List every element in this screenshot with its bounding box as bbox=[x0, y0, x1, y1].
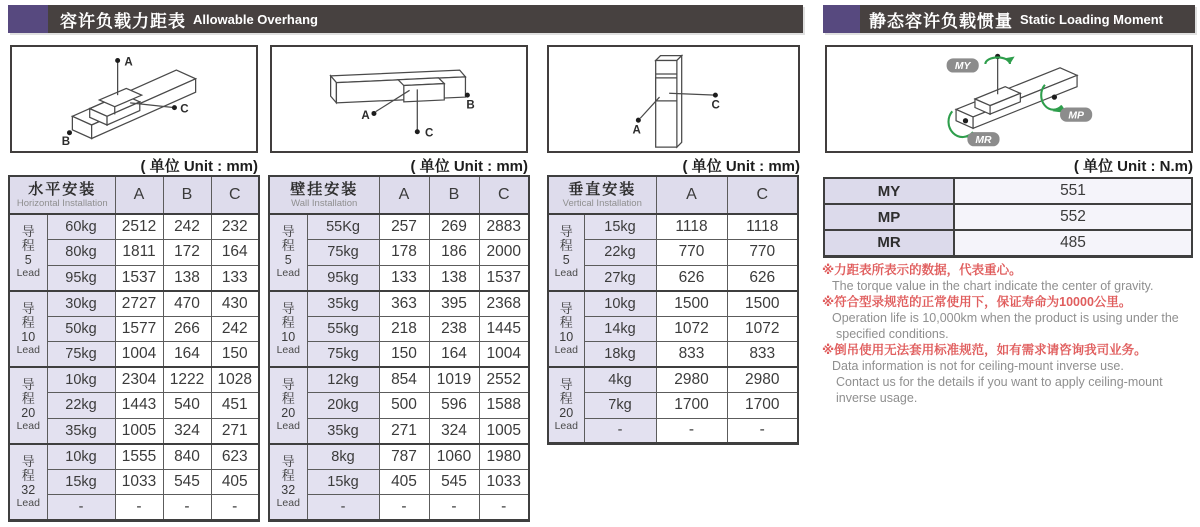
lead-zh-char: 导 bbox=[281, 300, 295, 316]
unit-label-mm: ( 单位 Unit : mm) bbox=[682, 158, 800, 175]
section-header-static-loading-moment bbox=[823, 5, 1195, 33]
value-cell: 164 bbox=[163, 342, 211, 368]
weight-cell: 55Kg bbox=[307, 214, 379, 240]
value-cell: 164 bbox=[429, 342, 479, 368]
note-en-line: inverse usage. bbox=[836, 391, 918, 405]
lead-zh-char: 导 bbox=[281, 377, 295, 393]
diagram-vertical-installation bbox=[547, 45, 800, 153]
value-cell: 500 bbox=[379, 393, 429, 419]
lead-cell bbox=[9, 367, 47, 444]
lead-cell bbox=[269, 214, 307, 291]
lead-en: Lead bbox=[276, 343, 300, 356]
lead-number: 10 bbox=[21, 329, 36, 344]
lead-zh-char: 程 bbox=[21, 467, 35, 483]
weight-cell: - bbox=[584, 418, 656, 444]
note-en-line: The torque value in the chart indicate the center of gravity. bbox=[832, 279, 1154, 293]
lead-en: Lead bbox=[554, 343, 578, 356]
value-cell: 1980 bbox=[479, 444, 529, 470]
value-cell: 1500 bbox=[727, 291, 798, 317]
lead-zh-char: 导 bbox=[21, 300, 35, 316]
table-row bbox=[9, 214, 259, 240]
note-zh-line: ※力距表所表示的数据，代表重心。 bbox=[822, 263, 1022, 277]
diagram-wall-installation bbox=[270, 45, 528, 153]
value-cell: 1555 bbox=[115, 444, 163, 470]
horizontal-installation-table bbox=[8, 175, 260, 522]
unit-label-nm: ( 单位 Unit : N.m) bbox=[1073, 158, 1193, 175]
value-cell: 133 bbox=[379, 265, 429, 291]
weight-cell: 10kg bbox=[47, 444, 115, 470]
label-c: C bbox=[711, 99, 720, 112]
note-en-line: specified conditions. bbox=[836, 327, 949, 341]
moment-value-cell: 552 bbox=[954, 204, 1192, 230]
moment-label-cell: MR bbox=[824, 230, 954, 256]
column-header: C bbox=[479, 176, 529, 214]
value-cell: 1700 bbox=[656, 393, 727, 419]
lead-zh-char: 程 bbox=[559, 314, 573, 330]
column-header: A bbox=[115, 176, 163, 214]
value-cell: 1222 bbox=[163, 367, 211, 393]
moment-value-cell: 551 bbox=[954, 178, 1192, 204]
header-accent-square bbox=[8, 5, 48, 33]
lead-number: 20 bbox=[281, 406, 296, 421]
value-cell: 1588 bbox=[479, 393, 529, 419]
value-cell: 164 bbox=[211, 240, 259, 266]
value-cell: 269 bbox=[429, 214, 479, 240]
label-c: C bbox=[425, 127, 434, 140]
lead-en: Lead bbox=[16, 343, 40, 356]
column-header: B bbox=[163, 176, 211, 214]
moment-label-cell: MY bbox=[824, 178, 954, 204]
install-type-zh: 水平安装 bbox=[28, 181, 97, 198]
weight-cell: - bbox=[47, 495, 115, 521]
weight-cell: 80kg bbox=[47, 240, 115, 266]
vertical-actuator-drawing bbox=[549, 47, 798, 151]
column-header: A bbox=[656, 176, 727, 214]
value-cell: 787 bbox=[379, 444, 429, 470]
value-cell: 626 bbox=[727, 265, 798, 291]
moment-value-cell: 485 bbox=[954, 230, 1192, 256]
weight-cell: 95kg bbox=[307, 265, 379, 291]
table-row bbox=[9, 367, 259, 393]
value-cell: 854 bbox=[379, 367, 429, 393]
value-cell: 1072 bbox=[727, 316, 798, 342]
lead-en: Lead bbox=[276, 267, 300, 280]
moment-label-cell: MP bbox=[824, 204, 954, 230]
weight-cell: 15kg bbox=[307, 469, 379, 495]
lead-zh-char: 导 bbox=[21, 377, 35, 393]
value-cell: 1500 bbox=[656, 291, 727, 317]
lead-zh-char: 程 bbox=[21, 314, 35, 330]
weight-cell: 27kg bbox=[584, 265, 656, 291]
weight-cell: 10kg bbox=[584, 291, 656, 317]
table-row bbox=[548, 316, 798, 342]
column-header: A bbox=[379, 176, 429, 214]
lead-zh-char: 导 bbox=[21, 453, 35, 469]
value-cell: - bbox=[163, 495, 211, 521]
value-cell: 596 bbox=[429, 393, 479, 419]
lead-zh-char: 导 bbox=[559, 377, 573, 392]
value-cell: 626 bbox=[656, 265, 727, 291]
value-cell: 1700 bbox=[727, 393, 798, 419]
lead-zh-char: 导 bbox=[559, 300, 573, 316]
value-cell: 2980 bbox=[656, 367, 727, 393]
lead-cell bbox=[9, 444, 47, 521]
table-row bbox=[9, 240, 259, 266]
value-cell: 395 bbox=[429, 291, 479, 317]
lead-number: 10 bbox=[559, 329, 574, 344]
table-row bbox=[548, 214, 798, 240]
weight-cell: 12kg bbox=[307, 367, 379, 393]
lead-zh-char: 程 bbox=[281, 391, 295, 407]
lead-number: 32 bbox=[21, 482, 36, 497]
lead-zh-char: 程 bbox=[21, 391, 35, 407]
table-row bbox=[9, 342, 259, 368]
value-cell: - bbox=[115, 495, 163, 521]
weight-cell: 35kg bbox=[307, 418, 379, 444]
table-row bbox=[548, 418, 798, 444]
lead-zh-char: 程 bbox=[281, 467, 295, 483]
lead-en: Lead bbox=[554, 420, 578, 432]
lead-zh-char: 导 bbox=[281, 224, 295, 240]
value-cell: 2552 bbox=[479, 367, 529, 393]
value-cell: 770 bbox=[727, 240, 798, 266]
install-type-zh: 壁挂安装 bbox=[290, 181, 359, 198]
lead-number: 32 bbox=[281, 482, 296, 497]
section-title-zh: 容许负载力距表 bbox=[60, 11, 186, 31]
value-cell: 1004 bbox=[115, 342, 163, 368]
install-type-zh: 垂直安装 bbox=[568, 181, 637, 198]
table-row bbox=[9, 291, 259, 317]
value-cell: 623 bbox=[211, 444, 259, 470]
weight-cell: 8kg bbox=[307, 444, 379, 470]
value-cell: 178 bbox=[379, 240, 429, 266]
value-cell: 2368 bbox=[479, 291, 529, 317]
vertical-installation-table bbox=[547, 175, 799, 445]
lead-en: Lead bbox=[276, 420, 300, 433]
lead-zh-char: 导 bbox=[281, 453, 295, 469]
lead-cell bbox=[9, 214, 47, 291]
lead-cell bbox=[269, 291, 307, 368]
table-row bbox=[548, 393, 798, 419]
value-cell: 1005 bbox=[479, 418, 529, 444]
table-row bbox=[269, 444, 529, 470]
value-cell: 218 bbox=[379, 316, 429, 342]
lead-zh-char: 程 bbox=[559, 391, 573, 406]
wall-installation-table bbox=[268, 175, 530, 522]
label-a: A bbox=[632, 124, 641, 137]
lead-number: 20 bbox=[21, 406, 36, 421]
section-header-allowable-overhang bbox=[8, 5, 803, 33]
table-header-row bbox=[269, 176, 529, 214]
table-row bbox=[269, 240, 529, 266]
weight-cell: 60kg bbox=[47, 214, 115, 240]
weight-cell: 50kg bbox=[47, 316, 115, 342]
table-row bbox=[548, 240, 798, 266]
moment-row bbox=[824, 178, 1192, 204]
value-cell: 1060 bbox=[429, 444, 479, 470]
lead-en: Lead bbox=[16, 420, 40, 433]
lead-zh-char: 程 bbox=[281, 314, 295, 330]
lead-cell bbox=[548, 291, 584, 368]
lead-number: 5 bbox=[562, 253, 570, 268]
value-cell: 266 bbox=[163, 316, 211, 342]
value-cell: 133 bbox=[211, 265, 259, 291]
column-header: B bbox=[429, 176, 479, 214]
table-row bbox=[9, 418, 259, 444]
value-cell: 470 bbox=[163, 291, 211, 317]
table-row bbox=[269, 291, 529, 317]
lead-zh-char: 程 bbox=[559, 238, 573, 254]
value-cell: - bbox=[479, 495, 529, 521]
value-cell: 1811 bbox=[115, 240, 163, 266]
table-row bbox=[548, 342, 798, 368]
value-cell: 271 bbox=[379, 418, 429, 444]
value-cell: 430 bbox=[211, 291, 259, 317]
lead-number: 5 bbox=[284, 253, 292, 268]
value-cell: 186 bbox=[429, 240, 479, 266]
value-cell: 2512 bbox=[115, 214, 163, 240]
weight-cell: 55kg bbox=[307, 316, 379, 342]
lead-zh-char: 程 bbox=[21, 238, 35, 254]
lead-en: Lead bbox=[16, 496, 40, 509]
value-cell: 545 bbox=[429, 469, 479, 495]
value-cell: 1537 bbox=[115, 265, 163, 291]
lead-number: 10 bbox=[281, 329, 296, 344]
label-b: B bbox=[466, 99, 475, 112]
table-row bbox=[548, 291, 798, 317]
install-type-en: Wall Installation bbox=[291, 198, 358, 209]
weight-cell: 75kg bbox=[307, 240, 379, 266]
note-en-line: Contact us for the details if you want to apply ceiling-mount bbox=[836, 375, 1163, 389]
weight-cell: 15kg bbox=[47, 469, 115, 495]
table-row bbox=[9, 393, 259, 419]
value-cell: 2000 bbox=[479, 240, 529, 266]
weight-cell: 95kg bbox=[47, 265, 115, 291]
label-mr: MR bbox=[975, 134, 992, 146]
value-cell: 405 bbox=[379, 469, 429, 495]
table-header-row bbox=[9, 176, 259, 214]
lead-cell bbox=[548, 367, 584, 444]
horizontal-actuator-drawing bbox=[12, 47, 256, 151]
value-cell: - bbox=[656, 418, 727, 444]
value-cell: 150 bbox=[379, 342, 429, 368]
weight-cell: 10kg bbox=[47, 367, 115, 393]
value-cell: 232 bbox=[211, 214, 259, 240]
label-a: A bbox=[124, 56, 133, 69]
label-mp: MP bbox=[1068, 110, 1084, 122]
weight-cell: - bbox=[307, 495, 379, 521]
value-cell: 242 bbox=[163, 214, 211, 240]
value-cell: 363 bbox=[379, 291, 429, 317]
value-cell: 138 bbox=[429, 265, 479, 291]
weight-cell: 22kg bbox=[584, 240, 656, 266]
value-cell: 405 bbox=[211, 469, 259, 495]
lead-zh-char: 导 bbox=[21, 224, 35, 240]
table-row bbox=[9, 316, 259, 342]
install-type-header bbox=[548, 176, 656, 214]
table-row bbox=[548, 265, 798, 291]
value-cell: 840 bbox=[163, 444, 211, 470]
value-cell: 271 bbox=[211, 418, 259, 444]
moment-row bbox=[824, 204, 1192, 230]
value-cell: 545 bbox=[163, 469, 211, 495]
value-cell: 1577 bbox=[115, 316, 163, 342]
value-cell: - bbox=[727, 418, 798, 444]
table-row bbox=[269, 418, 529, 444]
value-cell: 1445 bbox=[479, 316, 529, 342]
lead-en: Lead bbox=[554, 267, 578, 280]
lead-number: 20 bbox=[559, 406, 574, 420]
column-header: C bbox=[211, 176, 259, 214]
wall-actuator-drawing bbox=[272, 47, 526, 151]
unit-label-mm: ( 单位 Unit : mm) bbox=[140, 158, 258, 175]
value-cell: - bbox=[211, 495, 259, 521]
value-cell: 1033 bbox=[479, 469, 529, 495]
weight-cell: 14kg bbox=[584, 316, 656, 342]
lead-en: Lead bbox=[276, 496, 300, 509]
value-cell: 1028 bbox=[211, 367, 259, 393]
value-cell: 2727 bbox=[115, 291, 163, 317]
value-cell: 833 bbox=[727, 342, 798, 368]
install-type-en: Horizontal Installation bbox=[16, 198, 108, 209]
value-cell: 770 bbox=[656, 240, 727, 266]
notes-block bbox=[822, 262, 1200, 406]
table-row bbox=[9, 495, 259, 521]
header-accent-square bbox=[823, 5, 860, 33]
weight-cell: 35kg bbox=[47, 418, 115, 444]
value-cell: 1443 bbox=[115, 393, 163, 419]
section-title-en: Static Loading Moment bbox=[1020, 11, 1163, 27]
table-row bbox=[9, 469, 259, 495]
label-my: MY bbox=[954, 61, 971, 73]
lead-en: Lead bbox=[16, 267, 40, 280]
lead-zh-char: 导 bbox=[559, 224, 573, 240]
value-cell: 1005 bbox=[115, 418, 163, 444]
weight-cell: 18kg bbox=[584, 342, 656, 368]
table-row bbox=[269, 495, 529, 521]
table-row bbox=[269, 469, 529, 495]
lead-cell bbox=[548, 214, 584, 291]
value-cell: 324 bbox=[163, 418, 211, 444]
value-cell: 1118 bbox=[656, 214, 727, 240]
static-moment-table bbox=[823, 177, 1193, 258]
install-type-en: Vertical Installation bbox=[562, 198, 642, 209]
lead-cell bbox=[269, 367, 307, 444]
value-cell: 1004 bbox=[479, 342, 529, 368]
weight-cell: 35kg bbox=[307, 291, 379, 317]
weight-cell: 22kg bbox=[47, 393, 115, 419]
section-title-en: Allowable Overhang bbox=[193, 11, 318, 27]
table-row bbox=[269, 393, 529, 419]
note-zh-line: ※符合型录规范的正常使用下，保证寿命为10000公里。 bbox=[822, 295, 1132, 309]
lead-number: 5 bbox=[24, 253, 32, 268]
value-cell: 2304 bbox=[115, 367, 163, 393]
value-cell: 1019 bbox=[429, 367, 479, 393]
table-row bbox=[269, 342, 529, 368]
value-cell: 257 bbox=[379, 214, 429, 240]
install-type-header bbox=[9, 176, 115, 214]
value-cell: 1033 bbox=[115, 469, 163, 495]
table-row bbox=[9, 265, 259, 291]
moment-actuator-drawing bbox=[827, 47, 1191, 151]
column-header: C bbox=[727, 176, 798, 214]
weight-cell: 15kg bbox=[584, 214, 656, 240]
value-cell: 833 bbox=[656, 342, 727, 368]
table-row bbox=[269, 265, 529, 291]
diagram-static-loading-moment bbox=[825, 45, 1193, 153]
install-type-header bbox=[269, 176, 379, 214]
weight-cell: 75kg bbox=[307, 342, 379, 368]
table-row bbox=[548, 367, 798, 393]
weight-cell: 30kg bbox=[47, 291, 115, 317]
weight-cell: 7kg bbox=[584, 393, 656, 419]
value-cell: 540 bbox=[163, 393, 211, 419]
note-zh-line: ※倒吊使用无法套用标准规范，如有需求请咨询我司业务。 bbox=[822, 343, 1147, 357]
diagram-horizontal-installation bbox=[10, 45, 258, 153]
value-cell: 150 bbox=[211, 342, 259, 368]
value-cell: 2980 bbox=[727, 367, 798, 393]
label-a: A bbox=[361, 110, 370, 123]
label-c: C bbox=[180, 103, 189, 116]
value-cell: 172 bbox=[163, 240, 211, 266]
table-header-row bbox=[548, 176, 798, 214]
value-cell: 324 bbox=[429, 418, 479, 444]
value-cell: - bbox=[429, 495, 479, 521]
note-en-line: Operation life is 10,000km when the product is using under the bbox=[832, 311, 1179, 325]
weight-cell: 75kg bbox=[47, 342, 115, 368]
lead-zh-char: 程 bbox=[281, 238, 295, 254]
value-cell: 1118 bbox=[727, 214, 798, 240]
table-row bbox=[9, 444, 259, 470]
value-cell: 1072 bbox=[656, 316, 727, 342]
value-cell: - bbox=[379, 495, 429, 521]
weight-cell: 4kg bbox=[584, 367, 656, 393]
value-cell: 1537 bbox=[479, 265, 529, 291]
table-row bbox=[269, 214, 529, 240]
label-b: B bbox=[61, 136, 71, 149]
unit-label-mm: ( 单位 Unit : mm) bbox=[410, 158, 528, 175]
note-en-line: Data information is not for ceiling-mount inverse use. bbox=[832, 359, 1124, 373]
section-title-zh: 静态容许负载惯量 bbox=[869, 11, 1013, 31]
value-cell: 242 bbox=[211, 316, 259, 342]
table-row bbox=[269, 316, 529, 342]
moment-row bbox=[824, 230, 1192, 256]
table-row bbox=[269, 367, 529, 393]
lead-cell bbox=[269, 444, 307, 521]
value-cell: 238 bbox=[429, 316, 479, 342]
lead-cell bbox=[9, 291, 47, 368]
value-cell: 451 bbox=[211, 393, 259, 419]
value-cell: 2883 bbox=[479, 214, 529, 240]
value-cell: 138 bbox=[163, 265, 211, 291]
weight-cell: 20kg bbox=[307, 393, 379, 419]
